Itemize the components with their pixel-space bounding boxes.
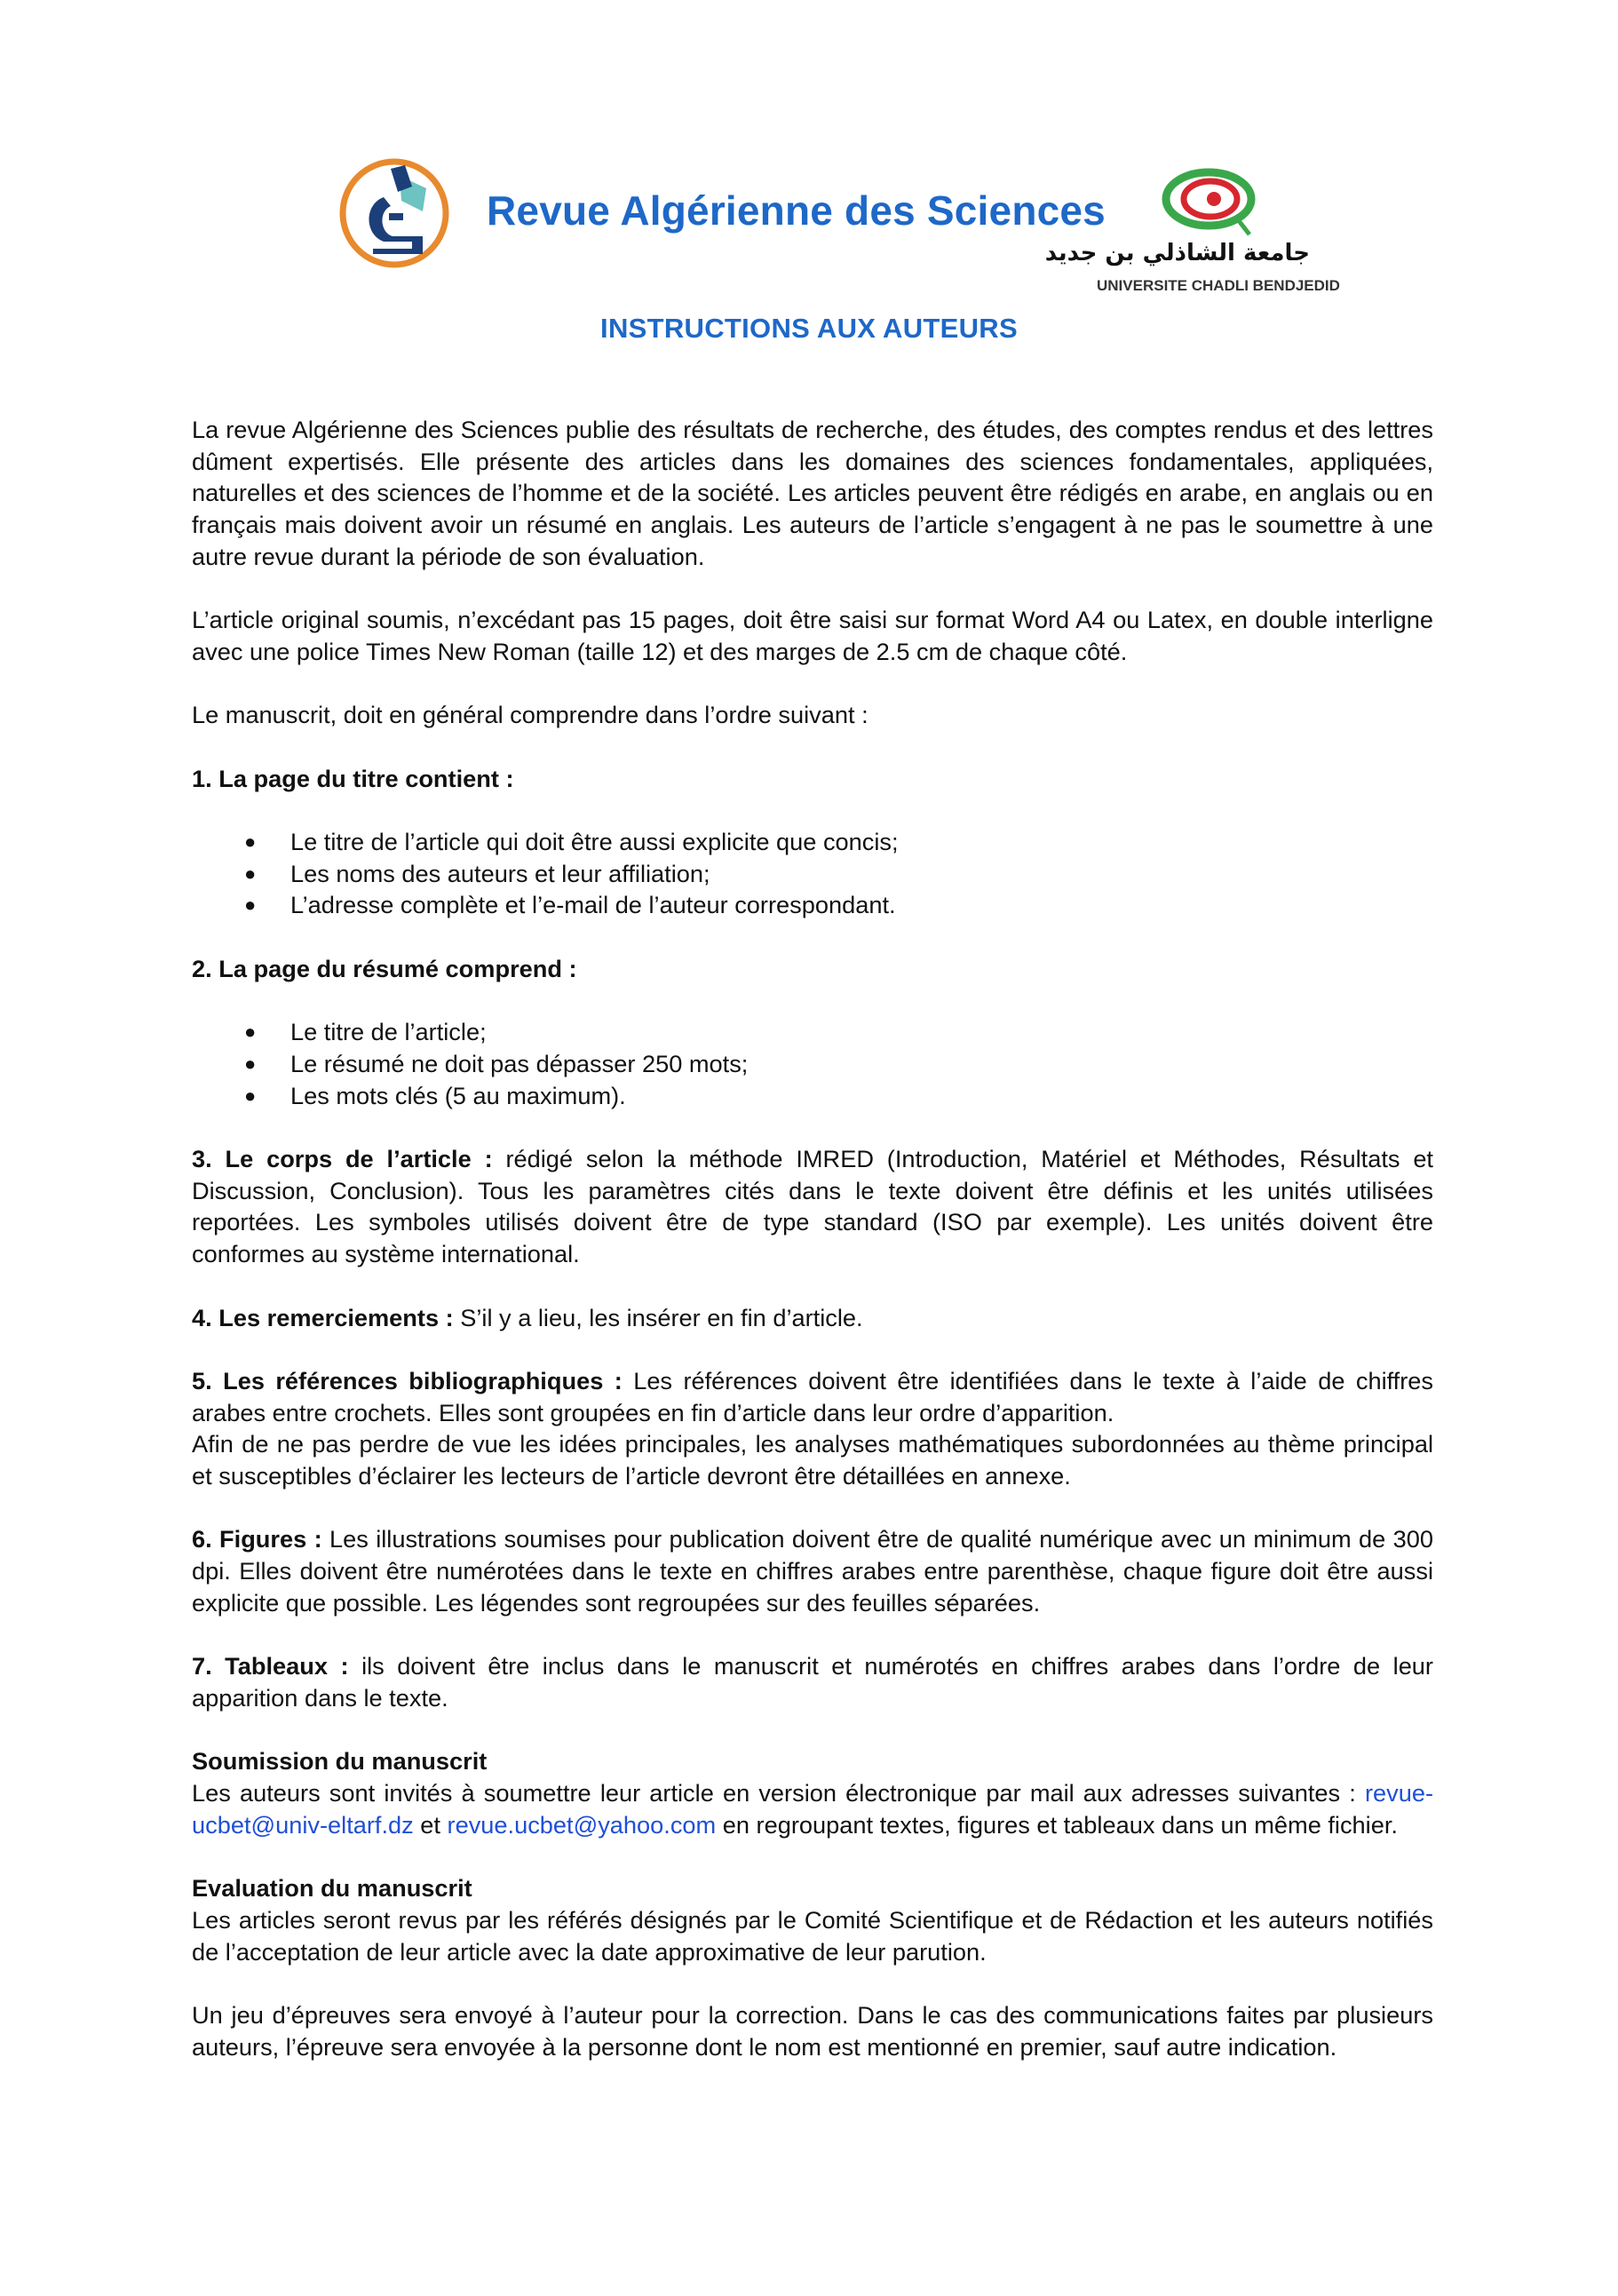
journal-title: Revue Algérienne des Sciences [487,187,1106,234]
intro-paragraph-1: La revue Algérienne des Sciences publie des résultats de recherche, des études, des comptes rendus et des lettres dûment expertisés. Elle présente des articles dans les domaines des sciences fondamentales, appliquées, naturelles et des sciences de l’homme et de la société. Les articles peuvent être rédigés en arabe, en anglais ou en français mais doivent avoir un résumé en anglais. Les auteurs de l’article s’engagent à ne pas le soumettre à une autre revue durant la période de son évaluation. [192,416,1433,570]
email-link-2[interactable]: revue.ucbet@yahoo.com [447,1810,717,1839]
section-5-paragraph-2: Afin de ne pas perdre de vue les idées principales, les analyses mathématiques subordonnées au thème principal et susceptibles d’éclairer les lecteurs de l’article devront être détaillées en annexe. [192,1430,1433,1490]
list-item: ● Les mots clés (5 au maximum). [192,1080,1433,1112]
list-item: ● L’adresse complète et l’e-mail de l’auteur correspondant. [192,889,1433,921]
evaluation-paragraph-2: Un jeu d’épreuves sera envoyé à l’auteur pour la correction. Dans le cas des communications faites par plusieurs auteurs, l’épreuve sera envoyée à la personne dont le nom est mentionné en premier, sauf autre indication. [192,2000,1433,2061]
submission-heading: Soumission du manuscrit [192,1747,488,1776]
list-item: ● Le résumé ne doit pas dépasser 250 mots; [192,1048,1433,1080]
bullet-icon: ● [244,1084,257,1107]
university-emblem-icon [1159,163,1261,240]
section-4-heading: 4. Les remerciements : [192,1303,454,1331]
bullet-icon: ● [244,862,257,885]
section-7-paragraph: 7. Tableaux : ils doivent être inclus dans le manuscrit et numérotés en chiffres arabes dans l’ordre de leur apparition dans le texte. [192,1652,1433,1712]
section-7-heading: 7. Tableaux : [192,1652,349,1680]
list-item: ● Le titre de l’article; [192,1016,1433,1048]
evaluation-paragraph: Les articles seront revus par les référés désignés par le Comité Scientifique et de Rédaction et les auteurs notifiés de l’acceptation de leur article avec la date approximative de leur parution. [192,1905,1433,1966]
bullet-icon: ● [244,1052,257,1075]
microscope-logo-icon [337,149,451,282]
section-2-list [192,1016,1433,1111]
section-3-heading: 3. Le corps de l’article : [192,1145,493,1173]
section-6-heading: 6. Figures : [192,1525,322,1553]
list-item: ● Les noms des auteurs et leur affiliation; [192,858,1433,890]
section-2-heading: 2. La page du résumé comprend : [192,954,577,982]
section-1-list [192,826,1433,921]
document-body [192,414,1433,2094]
email-link-1[interactable]: revue-ucbet@univ-eltarf.dz [192,1779,1433,1839]
intro-paragraph-3: Le manuscrit, doit en général comprendre dans l’ordre suivant : [192,701,868,729]
bullet-icon: ● [244,1021,257,1044]
bullet-icon: ● [244,894,257,917]
list-item: ● Le titre de l’article qui doit être aussi explicite que concis; [192,826,1433,858]
bullet-icon: ● [244,830,257,854]
section-6-paragraph: 6. Figures : Les illustrations soumises pour publication doivent être de qualité numérique avec un minimum de 300 dpi. Elles doivent être numérotées dans le texte en chiffres arabes entre parenthèse, chaque figure doit être aussi explicite que possible. Les légendes sont regroupées sur des feuilles séparées. [192,1525,1433,1617]
university-name-arabic: جامعة الشاذلي بن جديد [1044,240,1310,266]
university-name-latin: UNIVERSITE CHADLI BENDJEDID [1097,277,1340,294]
section-3-paragraph: 3. Le corps de l’article : rédigé selon la méthode IMRED (Introduction, Matériel et Méthodes, Résultats et Discussion, Conclusion). Tous les paramètres cités dans le texte doivent être définis et les unités utilisées reportées. Les symboles utilisés doivent être de type standard (ISO par exemple). Les unités doivent être conformes au système international. [192,1145,1433,1268]
journal-header [337,149,1350,300]
evaluation-heading: Evaluation du manuscrit [192,1874,472,1903]
section-5-paragraph: 5. Les références bibliographiques : Les références doivent être identifiées dans le texte à l’aide de chiffres arabes entre crochets. Elles sont groupées en fin d’article dans leur ordre d’apparition. [192,1366,1433,1426]
section-1-heading: 1. La page du titre contient : [192,764,514,792]
submission-paragraph: Les auteurs sont invités à soumettre leur article en version électronique par mail aux adresses suivantes : revue-ucbet@univ-eltarf.dz et revue.ucbet@yahoo.com en regroupant textes, figures et tableaux dans un même fichier. [192,1779,1433,1839]
section-5-heading: 5. Les références bibliographiques : [192,1366,623,1394]
page-title: INSTRUCTIONS AUX AUTEURS [600,313,1018,344]
section-4-paragraph: 4. Les remerciements : S’il y a lieu, les insérer en fin d’article. [192,1303,863,1331]
intro-paragraph-2: L’article original soumis, n’excédant pas 15 pages, doit être saisi sur format Word A4 ou Latex, en double interligne avec une police Times New Roman (taille 12) et des marges de 2.5 cm de chaque côté. [192,606,1433,665]
